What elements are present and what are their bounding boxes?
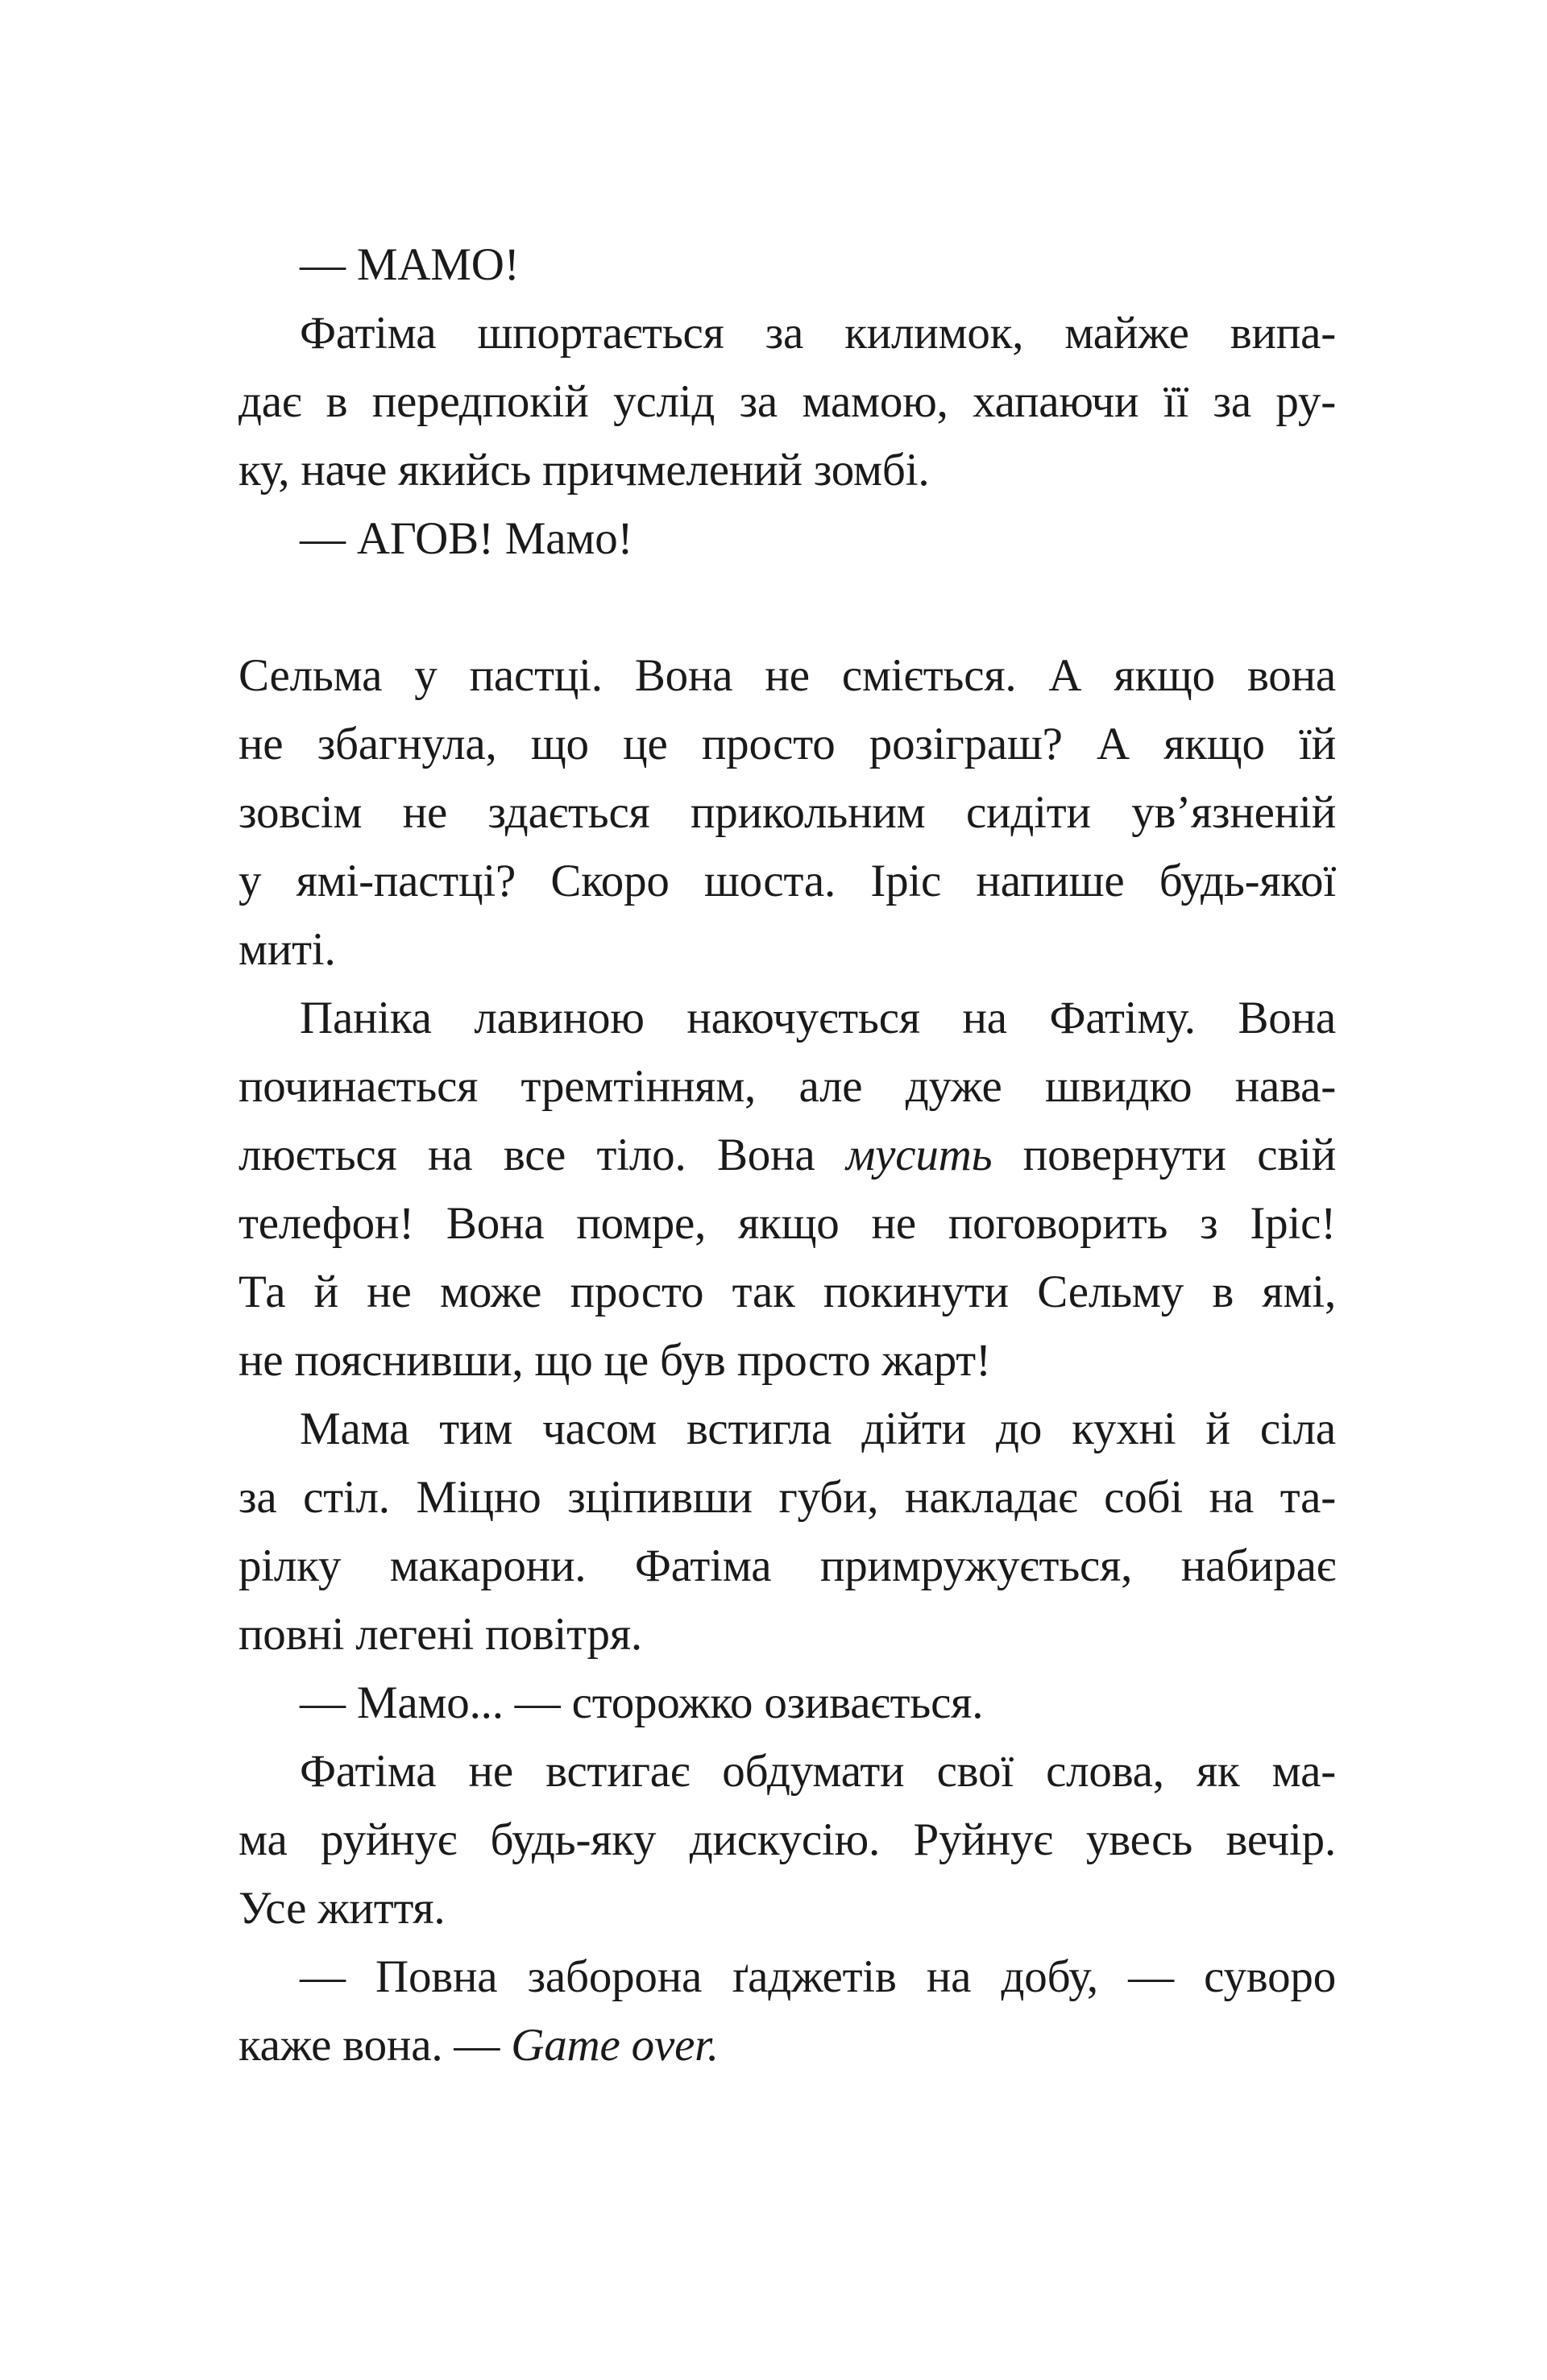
page-body-text bbox=[238, 230, 1336, 2079]
paragraph-line: рілку макарони. Фатіма примружується, набирає bbox=[238, 1540, 1336, 1591]
paragraph-line: повні легені повітря. bbox=[238, 1609, 642, 1660]
paragraph-line: Фатіма шпортається за килимок, майже випа- bbox=[300, 308, 1336, 359]
paragraph-line: ку, наче якийсь причмелений зомбі. bbox=[238, 445, 930, 495]
paragraph-line: Паніка лавиною накочується на Фатіму. Вона bbox=[300, 993, 1336, 1043]
section-break bbox=[238, 573, 1336, 641]
text-run: повернути свій bbox=[992, 1130, 1336, 1180]
paragraph-line: не збагнула, що це просто розіграш? А якщо їй bbox=[238, 719, 1336, 769]
dialogue-line: — Мамо... — сторожко озивається. bbox=[300, 1677, 984, 1728]
paragraph-line: ма руйнує будь-яку дискусію. Руйнує увесь вечір. bbox=[238, 1814, 1336, 1865]
dialogue-line: — МАМО! bbox=[300, 239, 520, 290]
text-run: люється на все тіло. Вона bbox=[238, 1130, 846, 1180]
paragraph-line: миті. bbox=[238, 924, 336, 975]
dialogue-line bbox=[238, 2011, 1336, 2079]
paragraph-line: Мама тим часом встигла дійти до кухні й сіла bbox=[300, 1404, 1336, 1454]
paragraph-line: Сельма у пастці. Вона не сміється. А якщо вона bbox=[238, 650, 1336, 701]
paragraph-line: за стіл. Міцно зціпивши губи, накладає собі на та- bbox=[238, 1472, 1336, 1523]
paragraph-line: телефон! Вона помре, якщо не поговорить з Іріс! bbox=[238, 1198, 1336, 1249]
paragraph-line: дає в передпокій услід за мамою, хапаючи її за ру- bbox=[238, 376, 1336, 427]
paragraph-line: Усе життя. bbox=[238, 1883, 446, 1934]
text-run: каже вона. — bbox=[238, 2020, 512, 2071]
dialogue-line: — АГОВ! Мамо! bbox=[300, 513, 633, 564]
paragraph-line: Та й не може просто так покинути Сельму в ямі, bbox=[238, 1267, 1336, 1317]
emphasis-text: мусить bbox=[845, 1130, 993, 1180]
dialogue-line: — Повна заборона ґаджетів на добу, — суворо bbox=[300, 1951, 1336, 2002]
paragraph-line: зовсім не здається прикольним сидіти ув’язненій bbox=[238, 787, 1336, 838]
paragraph-line: Фатіма не встигає обдумати свої слова, як ма- bbox=[300, 1746, 1336, 1797]
emphasis-text: Game over. bbox=[511, 2020, 719, 2071]
paragraph-line: починається тремтінням, але дуже швидко нава- bbox=[238, 1061, 1336, 1112]
paragraph-line: у ямі-пастці? Скоро шоста. Іріс напише будь-якої bbox=[238, 856, 1336, 906]
paragraph-line: не пояснивши, що це був просто жарт! bbox=[238, 1335, 991, 1386]
paragraph-line bbox=[238, 1121, 1336, 1189]
